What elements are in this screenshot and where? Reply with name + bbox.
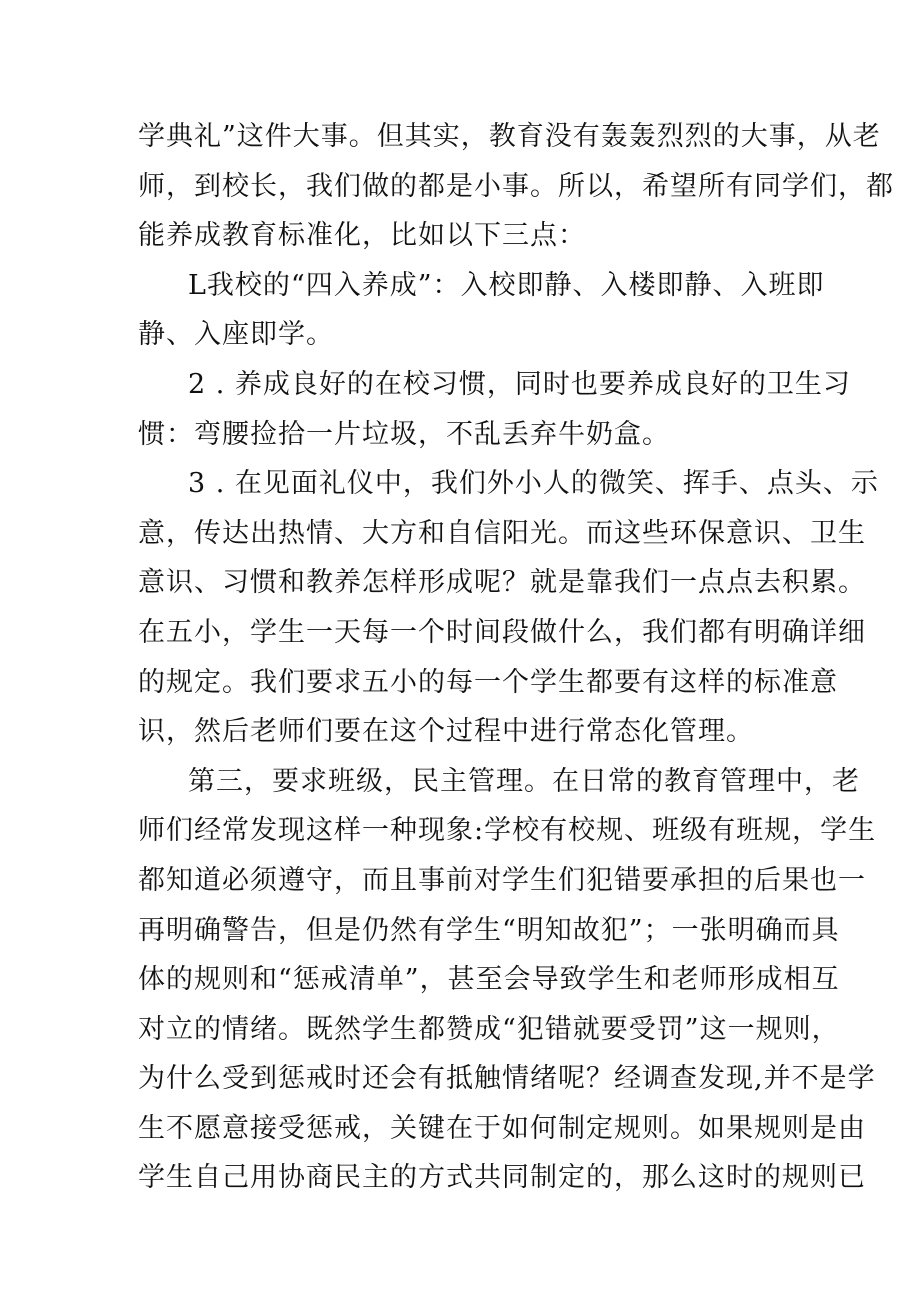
text-line: 再明确警告，但是仍然有学生“明知故犯”；一张明确而具 xyxy=(138,914,840,946)
paragraph-third-start: 第三，要求班级，民主管理。在日常的教育管理中，老 xyxy=(188,765,860,797)
text-line: 都知道必须遵守，而且事前对学生们犯错要承担的后果也一 xyxy=(138,864,866,896)
list-item-2-start: 2 . 养成良好的在校习惯，同时也要养成良好的卫生习 xyxy=(188,368,851,400)
text-line: 的规定。我们要求五小的每一个学生都要有这样的标准意 xyxy=(138,666,838,698)
text-line: 对立的情绪。既然学生都赞成“犯错就要受罚”这一规则， xyxy=(138,1013,840,1045)
text-line: 学典礼”这件大事。但其实，教育没有轰轰烈烈的大事，从老 xyxy=(138,121,881,152)
text-line: 生不愿意接受惩戒，关键在于如何制定规则。如果规则是由 xyxy=(138,1112,866,1144)
list-item-3-start: 3 . 在见面礼仪中，我们外小人的微笑、挥手、点头、示 xyxy=(188,468,879,500)
text-line: 静、入座即学。 xyxy=(138,319,334,351)
text-line: 学生自己用协商民主的方式共同制定的，那么这时的规则已 xyxy=(138,1162,866,1194)
text-line: 在五小，学生一天每一个时间段做什么，我们都有明确详细 xyxy=(138,616,866,648)
list-item-1-start: L我校的“四入养成”：入校即静、入楼即静、入班即 xyxy=(188,269,825,301)
text-line: 能养成教育标准化，比如以下三点： xyxy=(138,220,586,252)
body-text xyxy=(138,112,894,1203)
text-line: 为什么受到惩戒时还会有抵触情绪呢？经调查发现,并不是学 xyxy=(138,1063,876,1095)
text-line: 识，然后老师们要在这个过程中进行常态化管理。 xyxy=(138,716,754,748)
text-line: 惯：弯腰捡拾一片垃圾，不乱丢弃牛奶盒。 xyxy=(138,418,670,450)
text-line: 体的规则和“惩戒清单”，甚至会导致学生和老师形成相互 xyxy=(138,964,840,996)
text-line: 意识、习惯和教养怎样形成呢？就是靠我们一点点去积累。 xyxy=(138,567,866,599)
text-line: 师们经常发现这样一种现象:学校有校规、班级有班规，学生 xyxy=(138,815,877,847)
text-line: 意，传达出热情、大方和自信阳光。而这些环保意识、卫生 xyxy=(138,517,866,549)
text-line: 师，到校长，我们做的都是小事。所以，希望所有同学们，都 xyxy=(138,170,894,202)
